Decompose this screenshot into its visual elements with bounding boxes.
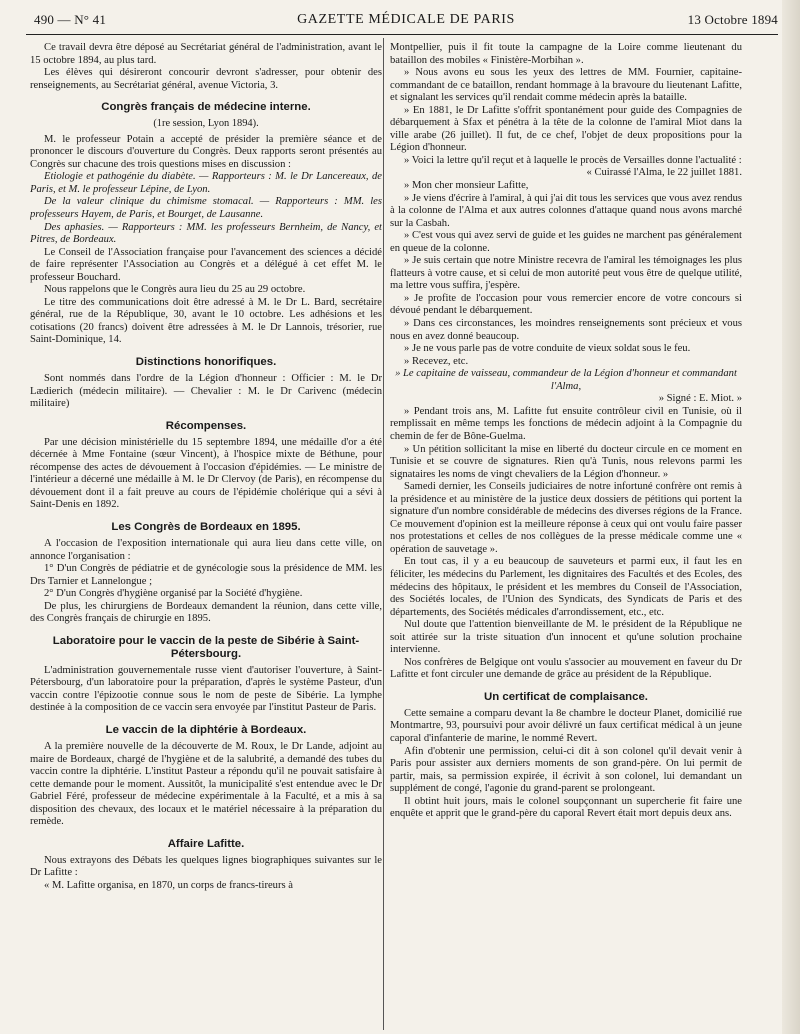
- lafitte-continued-paragraph: » En 1881, le Dr Lafitte s'offrit spontanément pour guide des Compagnies de débarquement à Sfax et pénétra à la tête de la colonne de l'amiral Miot dans la ville arabe (26 juillet). Il fut, de ce chef, l'objet de deux propositions pour la Légion d'honneur.: [390, 104, 742, 154]
- recompenses-paragraph: Par une décision ministérielle du 15 septembre 1894, une médaille d'or a été décernée à Mme Fontaine (sœur Vincent), à l'hospice mixte de Béthune, pour récompense des actes de dévouement à l'occasion d'épidémies. — Le ministre de l'intérieur a décerné une médaille à M. le Dr Clervoy (de Paris), en récompense du dévouement dont il a fait preuve au cours de l'épidémie cholérique qui a sévi à Saint-Denis en 1892.: [30, 436, 382, 511]
- lafitte-continued-paragraph: Montpellier, puis il fit toute la campagne de la Loire comme lieutenant du bataillon des mobiles « Finistère-Morbihan ».: [390, 42, 742, 66]
- letter-paragraph: » C'est vous qui avez servi de guide et les guides ne marchent pas généralement en queue de la colonne.: [390, 230, 742, 254]
- lafitte-followup-paragraph: Nul doute que l'attention bienveillante de M. le président de la République ne soit attirée sur la triste situation d'un innocent et qu'une solution prochaine intervienne.: [390, 619, 742, 656]
- lafitte-followup-paragraph: » Pendant trois ans, M. Lafitte fut ensuite contrôleur civil en Tunisie, où il remplissait en même temps les fonctions de médecin adjoint à la Compagnie du chemin de fer de Bône-Guelma.: [390, 405, 742, 442]
- congres-paragraph: Des aphasies. — Rapporteurs : MM. les professeurs Bernheim, de Nancy, et Pitres, de Bordeaux.: [30, 221, 382, 246]
- page-number: 490 — N° 41: [34, 12, 107, 27]
- section-subheading-congres: (1re session, Lyon 1894).: [153, 118, 259, 130]
- letter-paragraph: » Mon cher monsieur Lafitte,: [404, 180, 529, 192]
- section-heading-vaccin: Le vaccin de la diphtérie à Bordeaux.: [105, 723, 307, 736]
- letter-paragraph: » Je ne vous parle pas de votre conduite de vieux soldat sous le feu.: [404, 343, 691, 355]
- lafitte-followup-paragraph: Nos confrères de Belgique ont voulu s'associer au mouvement en faveur du Dr Lafitte et font circuler une demande de grâce au président de la République.: [390, 656, 742, 681]
- letter-paragraph: » Dans ces circonstances, les moindres renseignements sont précieux et vous nous en avez donné beaucoup.: [390, 318, 742, 342]
- certificat-paragraph: Afin d'obtenir une permission, celui-ci dit à son colonel qu'il devait venir à Paris pour assister aux derniers moments de son grand-père. On lui permit de partir, mais, sa permission expirée, il écrivit à son colonel, lui demandant un supplément de congé, l'agonie du grand-parent se prolongeant.: [390, 745, 742, 795]
- letter-paragraph: » Recevez, etc.: [404, 355, 469, 367]
- congres-paragraph: Nous rappelons que le Congrès aura lieu du 25 au 29 octobre.: [44, 284, 306, 296]
- letter-dateline: « Cuirassé l'Alma, le 22 juillet 1881.: [586, 167, 742, 179]
- section-heading-laboratoire: Laboratoire pour le vaccin de la peste de Sibérie à Saint-Pétersbourg.: [52, 634, 360, 660]
- lafitte-paragraph: Nous extrayons des Débats les quelques lignes biographiques suivantes sur le Dr Lafitte :: [30, 854, 382, 879]
- section-heading-distinctions: Distinctions honorifiques.: [135, 356, 277, 369]
- intro-paragraph: Les élèves qui désireront concourir devront s'adresser, pour obtenir des renseignements, au Secrétariat général, avenue Victoria, 3.: [30, 67, 382, 91]
- section-heading-congres: Congrès français de médecine interne.: [101, 101, 311, 114]
- left-column: [30, 42, 382, 1030]
- letter-signature-title: » Le capitaine de vaisseau, commandeur de la Légion d'honneur et commandant l'Alma,: [395, 368, 737, 392]
- lafitte-followup-paragraph: En tout cas, il y a eu beaucoup de sauveteurs et parmi eux, il faut les en féliciter, les médecins du Parlement, les dignitaires des Facultés et des Ecoles, des médecins des hôpitaux, le président et les membres du Conseil de l'Association, des Sociétés locales, de l'Union des Syndicats, des Syndicats de Paris et des départements, des Sociétés médicales d'arrondissement, etc., etc.: [390, 556, 742, 618]
- letter-paragraph: » Je viens d'écrire à l'amiral, à qui j'ai dit tous les services que vous avez rendus à la colonne de l'Alma et aux autres colonnes d'attaque quand nous avons marché sur la Casbah.: [390, 192, 742, 229]
- page-header: [34, 12, 778, 34]
- intro-paragraph: Ce travail devra être déposé au Secrétariat général de l'administration, avant le 15 octobre 1894, au plus tard.: [30, 42, 382, 66]
- congres-paragraph: Etiologie et pathogénie du diabète. — Rapporteurs : M. le Dr Lancereaux, de Paris, et M. le professeur Lépine, de Lyon.: [30, 171, 382, 195]
- letter-paragraph: » Je profite de l'occasion pour vous remercier encore de votre concours si dévoué pendant le débarquement.: [390, 292, 742, 317]
- section-heading-bordeaux: Les Congrès de Bordeaux en 1895.: [111, 520, 301, 533]
- section-heading-certificat: Un certificat de complaisance.: [484, 690, 648, 703]
- section-heading-recompenses: Récompenses.: [165, 419, 247, 432]
- vaccin-paragraph: A la première nouvelle de la découverte de M. Roux, le Dr Lande, adjoint au maire de Bordeaux, chargé de l'hygiène et de la salubrité, a demandé des tubes du vaccin contre la diphtérie. L'institut Pasteur a répondu qu'il ne pouvait satisfaire à cette demande pour le moment. Aussitôt, la municipalité s'est entendue avec le Dr Gabriel Féré, professeur de médecine expérimentale à la Faculté, et a mis à sa disposition des chevaux, des locaux et le matériel nécessaire à la préparation du remède.: [30, 740, 382, 828]
- column-divider: [383, 38, 384, 1030]
- page-edge: [782, 0, 800, 1034]
- lafitte-continued-paragraph: » Nous avons eu sous les yeux des lettres de MM. Fournier, capitaine-commandant de ce bataillon, rendant hommage à la bravoure du lieutenant Lafitte, et signalant les services qu'il rendait comme médecin après la bataille.: [390, 67, 742, 104]
- letter-paragraph: » Je suis certain que notre Ministre recevra de l'amiral les témoignages les plus flatteurs à votre cause, et si celui de mon autorité peut vous être de quelque utilité, ma lettre vous suffira, j'espère.: [390, 255, 742, 292]
- right-column: [390, 42, 742, 1030]
- lafitte-continued-paragraph: » Voici la lettre qu'il reçut et à laquelle le procès de Versailles donne l'actualité :: [404, 154, 742, 166]
- certificat-paragraph: Il obtint huit jours, mais le colonel soupçonnant un supercherie fit faire une enquête et apprit que le grand-père du caporal Revert était mort depuis deux ans.: [390, 795, 742, 820]
- letter-signature-name: » Signé : E. Miot. »: [658, 393, 742, 405]
- certificat-paragraph: Cette semaine a comparu devant la 8e chambre le docteur Planet, domicilié rue Montmartre, 93, poursuivi pour avoir délivré un faux certificat médical à un jeune caporal d'infanterie de marine, le nommé Revert.: [390, 707, 742, 744]
- congres-paragraph: Le titre des communications doit être adressé à M. le Dr L. Bard, secrétaire général, rue de la République, 30, avant le 10 octobre. Les adhésions et les cotisations (20 francs) doivent être adressées à M. le Dr Lannois, trésorier, rue Saint-Dominique, 14.: [30, 296, 382, 346]
- section-heading-lafitte: Affaire Lafitte.: [167, 837, 245, 850]
- bordeaux-paragraph: De plus, les chirurgiens de Bordeaux demandent la réunion, dans cette ville, des Congrès français de chirurgie en 1895.: [30, 600, 382, 625]
- lafitte-followup-paragraph: » Un pétition sollicitant la mise en liberté du docteur circule en ce moment en Tunisie et se couvre de signatures. Rien qu'à Tunis, nous relevons parmi les signataires les noms de vingt chevaliers de la Légion d'honneur. »: [390, 443, 742, 480]
- publication-title: GAZETTE MÉDICALE DE PARIS: [297, 12, 515, 27]
- congres-paragraph: Le Conseil de l'Association française pour l'avancement des sciences a décidé de faire représenter l'Association au Congrès et a délégué à cet effet M. le professeur Bouchard.: [30, 246, 382, 283]
- bordeaux-paragraph: A l'occasion de l'exposition internationale qui aura lieu dans cette ville, on annonce l'organisation :: [30, 537, 382, 562]
- distinctions-paragraph: Sont nommés dans l'ordre de la Légion d'honneur : Officier : M. le Dr Lædierich (médecin militaire). — Chevalier : M. le Dr Carivenc (médecin militaire): [30, 373, 382, 410]
- bordeaux-paragraph: 2° D'un Congrès d'hygiène organisé par la Société d'hygiène.: [44, 588, 303, 600]
- lafitte-followup-paragraph: Samedi dernier, les Conseils judiciaires de notre infortuné confrère ont remis à la présidence et au ministère de la justice deux dossiers de pétitions qui portent la signature d'un nombre considérable de médecins des diverses régions de la France. Ce mouvement d'opinion est la meilleure réponse à ceux qui ont voulu faire passer nos protestations et celles de nos collègues de la presse médicale comme une « opération de sauvetage ».: [390, 481, 742, 555]
- issue-date: 13 Octobre 1894: [687, 12, 778, 27]
- congres-paragraph: M. le professeur Potain a accepté de présider la première séance et de prononcer le discours d'ouverture du Congrès. Deux rapports seront présentés au Congrès sur chacune des trois questions mises en discussion :: [30, 133, 382, 170]
- header-rule: [26, 34, 778, 35]
- congres-paragraph: De la valeur clinique du chimisme stomacal. — Rapporteurs : MM. les professeurs Hayem, de Paris, et Bourget, de Lausanne.: [30, 196, 382, 221]
- lafitte-paragraph: « M. Lafitte organisa, en 1870, un corps de francs-tireurs à: [44, 879, 293, 891]
- laboratoire-paragraph: L'administration gouvernementale russe vient d'autoriser l'ouverture, à Saint-Pétersbourg, d'un laboratoire pour la préparation, d'après le système Pasteur, d'un vaccin contre l'épizootie connue sous le nom de peste de Sibérie. La lymphe destinée à la composition de ce vaccin sera envoyée par l'institut Pasteur de Paris.: [30, 664, 382, 714]
- bordeaux-paragraph: 1° D'un Congrès de pédiatrie et de gynécologie sous la présidence de MM. les Drs Tarnier et Lannelongue ;: [30, 563, 382, 587]
